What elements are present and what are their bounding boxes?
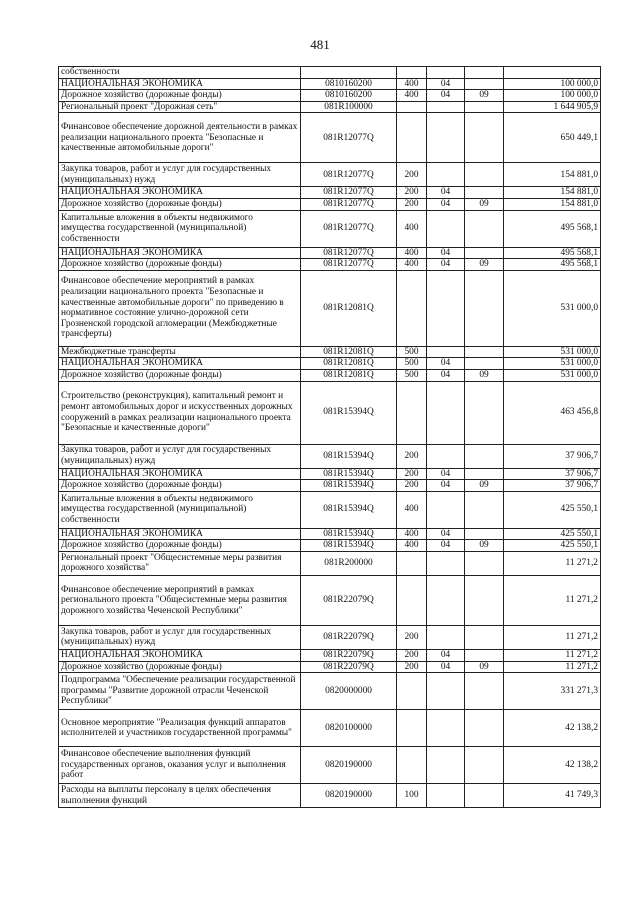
- row-expense-type-cell: 100: [397, 784, 427, 808]
- row-name-cell: НАЦИОНАЛЬНАЯ ЭКОНОМИКА: [59, 468, 301, 480]
- row-expense-type-cell: 200: [397, 625, 427, 649]
- row-subsection-cell: [465, 78, 504, 90]
- table-row: [59, 187, 601, 199]
- row-sum-cell: 11 271,2: [504, 661, 601, 673]
- table-row: [59, 784, 601, 808]
- row-subsection-cell: [465, 210, 504, 247]
- row-section-cell: 04: [427, 187, 465, 199]
- row-name-cell: Дорожное хозяйство (дорожные фонды): [59, 480, 301, 492]
- row-section-cell: 04: [427, 90, 465, 102]
- row-sum-cell: 11 271,2: [504, 551, 601, 575]
- row-section-cell: [427, 346, 465, 358]
- row-name-cell: Подпрограмма "Обеспечение реализации государственной программы "Развитие дорожной отрасли Чеченской Республики": [59, 673, 301, 710]
- row-expense-type-cell: [397, 270, 427, 346]
- row-subsection-cell: [465, 710, 504, 747]
- row-code-cell: 081R22079Q: [301, 661, 397, 673]
- row-expense-type-cell: 200: [397, 163, 427, 187]
- row-subsection-cell: 09: [465, 90, 504, 102]
- row-sum-cell: 37 906,7: [504, 444, 601, 468]
- budget-table: [58, 66, 601, 808]
- row-code-cell: [301, 67, 397, 79]
- row-code-cell: 081R12081Q: [301, 346, 397, 358]
- row-code-cell: 0820100000: [301, 710, 397, 747]
- table-row: [59, 78, 601, 90]
- row-section-cell: 04: [427, 661, 465, 673]
- row-sum-cell: 531 000,0: [504, 346, 601, 358]
- row-subsection-cell: [465, 67, 504, 79]
- row-subsection-cell: [465, 346, 504, 358]
- row-code-cell: 081R12077Q: [301, 259, 397, 271]
- row-code-cell: 081R12077Q: [301, 113, 397, 163]
- row-section-cell: [427, 491, 465, 528]
- row-sum-cell: 463 456,8: [504, 381, 601, 444]
- row-section-cell: 04: [427, 259, 465, 271]
- row-expense-type-cell: 500: [397, 358, 427, 370]
- row-subsection-cell: [465, 673, 504, 710]
- row-code-cell: 081R100000: [301, 101, 397, 113]
- table-row: [59, 551, 601, 575]
- row-subsection-cell: 09: [465, 540, 504, 552]
- row-sum-cell: 495 568,1: [504, 247, 601, 259]
- row-sum-cell: 42 138,2: [504, 747, 601, 784]
- row-subsection-cell: [465, 247, 504, 259]
- row-expense-type-cell: 400: [397, 90, 427, 102]
- row-code-cell: 081R12077Q: [301, 247, 397, 259]
- row-sum-cell: 37 906,7: [504, 480, 601, 492]
- row-sum-cell: 495 568,1: [504, 210, 601, 247]
- row-section-cell: 04: [427, 198, 465, 210]
- row-code-cell: 081R12081Q: [301, 270, 397, 346]
- row-expense-type-cell: [397, 551, 427, 575]
- row-code-cell: 081R15394Q: [301, 540, 397, 552]
- row-sum-cell: 154 881,0: [504, 187, 601, 199]
- row-subsection-cell: [465, 113, 504, 163]
- row-name-cell: Региональный проект "Дорожная сеть": [59, 101, 301, 113]
- row-sum-cell: 495 568,1: [504, 259, 601, 271]
- table-row: [59, 710, 601, 747]
- table-row: [59, 528, 601, 540]
- table-row: [59, 259, 601, 271]
- row-name-cell: НАЦИОНАЛЬНАЯ ЭКОНОМИКА: [59, 247, 301, 259]
- row-name-cell: Дорожное хозяйство (дорожные фонды): [59, 259, 301, 271]
- table-row: [59, 444, 601, 468]
- row-expense-type-cell: [397, 101, 427, 113]
- row-subsection-cell: 09: [465, 259, 504, 271]
- table-row: [59, 369, 601, 381]
- table-row: [59, 163, 601, 187]
- row-section-cell: [427, 625, 465, 649]
- row-expense-type-cell: 400: [397, 78, 427, 90]
- row-subsection-cell: [465, 358, 504, 370]
- row-name-cell: НАЦИОНАЛЬНАЯ ЭКОНОМИКА: [59, 649, 301, 661]
- row-section-cell: [427, 113, 465, 163]
- row-section-cell: [427, 747, 465, 784]
- row-subsection-cell: 09: [465, 369, 504, 381]
- row-section-cell: [427, 575, 465, 625]
- row-subsection-cell: [465, 163, 504, 187]
- row-section-cell: [427, 710, 465, 747]
- row-code-cell: 081R15394Q: [301, 468, 397, 480]
- row-code-cell: 081R12077Q: [301, 163, 397, 187]
- row-subsection-cell: [465, 551, 504, 575]
- row-expense-type-cell: 400: [397, 491, 427, 528]
- row-section-cell: 04: [427, 369, 465, 381]
- row-name-cell: собственности: [59, 67, 301, 79]
- row-code-cell: 081R200000: [301, 551, 397, 575]
- row-sum-cell: 154 881,0: [504, 163, 601, 187]
- row-name-cell: Закупка товаров, работ и услуг для государственных (муниципальных) нужд: [59, 163, 301, 187]
- row-section-cell: 04: [427, 480, 465, 492]
- row-sum-cell: 42 138,2: [504, 710, 601, 747]
- row-name-cell: Дорожное хозяйство (дорожные фонды): [59, 90, 301, 102]
- row-code-cell: 081R22079Q: [301, 575, 397, 625]
- row-sum-cell: [504, 67, 601, 79]
- row-code-cell: 0810160200: [301, 90, 397, 102]
- row-name-cell: Финансовое обеспечение дорожной деятельности в рамках реализации национального проекта "Безопасные и качественные автомобильные дороги": [59, 113, 301, 163]
- row-subsection-cell: [465, 381, 504, 444]
- row-subsection-cell: [465, 270, 504, 346]
- row-code-cell: 081R12081Q: [301, 369, 397, 381]
- row-sum-cell: 11 271,2: [504, 575, 601, 625]
- row-subsection-cell: 09: [465, 661, 504, 673]
- row-subsection-cell: 09: [465, 198, 504, 210]
- row-code-cell: 0810160200: [301, 78, 397, 90]
- row-expense-type-cell: 400: [397, 528, 427, 540]
- table-row: [59, 210, 601, 247]
- row-sum-cell: 11 271,2: [504, 649, 601, 661]
- row-sum-cell: 425 550,1: [504, 491, 601, 528]
- row-sum-cell: 425 550,1: [504, 528, 601, 540]
- row-name-cell: Строительство (реконструкция), капитальный ремонт и ремонт автомобильных дорог и искусственных дорожных сооружений в рамках реализации национального проекта "Безопасные и качественные дороги": [59, 381, 301, 444]
- row-expense-type-cell: 200: [397, 198, 427, 210]
- row-code-cell: 081R22079Q: [301, 649, 397, 661]
- table-row: [59, 67, 601, 79]
- table-row: [59, 90, 601, 102]
- row-section-cell: [427, 673, 465, 710]
- table-row: [59, 480, 601, 492]
- row-expense-type-cell: [397, 747, 427, 784]
- row-sum-cell: 425 550,1: [504, 540, 601, 552]
- row-section-cell: 04: [427, 247, 465, 259]
- row-code-cell: 081R15394Q: [301, 491, 397, 528]
- row-section-cell: [427, 444, 465, 468]
- row-code-cell: 081R15394Q: [301, 381, 397, 444]
- row-sum-cell: 154 881,0: [504, 198, 601, 210]
- row-expense-type-cell: 400: [397, 540, 427, 552]
- row-name-cell: Финансовое обеспечение мероприятий в рамках регионального проекта "Общесистемные меры развития дорожного хозяйства Чеченской Республики": [59, 575, 301, 625]
- row-subsection-cell: [465, 528, 504, 540]
- row-section-cell: [427, 551, 465, 575]
- row-sum-cell: 41 749,3: [504, 784, 601, 808]
- row-subsection-cell: 09: [465, 480, 504, 492]
- row-sum-cell: 531 000,0: [504, 270, 601, 346]
- row-name-cell: НАЦИОНАЛЬНАЯ ЭКОНОМИКА: [59, 358, 301, 370]
- row-expense-type-cell: 200: [397, 468, 427, 480]
- row-section-cell: 04: [427, 78, 465, 90]
- row-section-cell: [427, 210, 465, 247]
- row-section-cell: 04: [427, 468, 465, 480]
- row-code-cell: 081R22079Q: [301, 625, 397, 649]
- row-name-cell: Региональный проект "Общесистемные меры развития дорожного хозяйства": [59, 551, 301, 575]
- row-name-cell: Расходы на выплаты персоналу в целях обеспечения выполнения функций: [59, 784, 301, 808]
- row-code-cell: 0820190000: [301, 784, 397, 808]
- row-expense-type-cell: 200: [397, 187, 427, 199]
- row-code-cell: 081R15394Q: [301, 480, 397, 492]
- table-row: [59, 198, 601, 210]
- row-expense-type-cell: [397, 673, 427, 710]
- row-name-cell: Дорожное хозяйство (дорожные фонды): [59, 198, 301, 210]
- row-name-cell: НАЦИОНАЛЬНАЯ ЭКОНОМИКА: [59, 78, 301, 90]
- row-name-cell: Дорожное хозяйство (дорожные фонды): [59, 369, 301, 381]
- row-expense-type-cell: 500: [397, 346, 427, 358]
- row-section-cell: 04: [427, 649, 465, 661]
- row-expense-type-cell: 500: [397, 369, 427, 381]
- table-row: [59, 101, 601, 113]
- table-row: [59, 575, 601, 625]
- table-row: [59, 113, 601, 163]
- row-section-cell: [427, 163, 465, 187]
- row-expense-type-cell: 400: [397, 247, 427, 259]
- row-code-cell: 0820000000: [301, 673, 397, 710]
- row-subsection-cell: [465, 747, 504, 784]
- table-row: [59, 540, 601, 552]
- row-section-cell: [427, 784, 465, 808]
- budget-table-body: [59, 67, 601, 808]
- row-code-cell: 081R12081Q: [301, 358, 397, 370]
- row-subsection-cell: [465, 625, 504, 649]
- row-code-cell: 081R12077Q: [301, 210, 397, 247]
- row-sum-cell: 11 271,2: [504, 625, 601, 649]
- table-row: [59, 381, 601, 444]
- row-section-cell: 04: [427, 528, 465, 540]
- row-expense-type-cell: 400: [397, 210, 427, 247]
- row-code-cell: 081R12077Q: [301, 198, 397, 210]
- row-subsection-cell: [465, 468, 504, 480]
- table-row: [59, 673, 601, 710]
- table-row: [59, 358, 601, 370]
- table-row: [59, 247, 601, 259]
- row-subsection-cell: [465, 491, 504, 528]
- row-name-cell: Капитальные вложения в объекты недвижимого имущества государственной (муниципальной) собственности: [59, 210, 301, 247]
- row-section-cell: 04: [427, 540, 465, 552]
- row-name-cell: Дорожное хозяйство (дорожные фонды): [59, 540, 301, 552]
- page-number: 481: [310, 37, 330, 52]
- row-name-cell: Финансовое обеспечение мероприятий в рамках реализации национального проекта "Безопасные и качественные автомобильные дороги" по приведению в нормативное состояние улично-дорожной сети Грозненской городской агломерации (Межбюджетные трансферты): [59, 270, 301, 346]
- row-expense-type-cell: 400: [397, 259, 427, 271]
- row-sum-cell: 1 644 905,9: [504, 101, 601, 113]
- row-section-cell: 04: [427, 358, 465, 370]
- row-subsection-cell: [465, 649, 504, 661]
- row-name-cell: Дорожное хозяйство (дорожные фонды): [59, 661, 301, 673]
- row-sum-cell: 100 000,0: [504, 90, 601, 102]
- row-expense-type-cell: [397, 710, 427, 747]
- row-expense-type-cell: [397, 381, 427, 444]
- row-name-cell: НАЦИОНАЛЬНАЯ ЭКОНОМИКА: [59, 528, 301, 540]
- row-code-cell: 081R15394Q: [301, 444, 397, 468]
- row-name-cell: Основное мероприятие "Реализация функций аппаратов исполнителей и участников государственной программы": [59, 710, 301, 747]
- row-expense-type-cell: 200: [397, 480, 427, 492]
- row-subsection-cell: [465, 187, 504, 199]
- row-code-cell: 081R15394Q: [301, 528, 397, 540]
- row-subsection-cell: [465, 101, 504, 113]
- table-row: [59, 491, 601, 528]
- row-subsection-cell: [465, 444, 504, 468]
- row-expense-type-cell: 200: [397, 649, 427, 661]
- row-expense-type-cell: [397, 113, 427, 163]
- row-name-cell: Капитальные вложения в объекты недвижимого имущества государственной (муниципальной) собственности: [59, 491, 301, 528]
- row-section-cell: [427, 270, 465, 346]
- row-section-cell: [427, 67, 465, 79]
- row-section-cell: [427, 381, 465, 444]
- table-row: [59, 649, 601, 661]
- table-row: [59, 468, 601, 480]
- row-subsection-cell: [465, 575, 504, 625]
- row-name-cell: НАЦИОНАЛЬНАЯ ЭКОНОМИКА: [59, 187, 301, 199]
- table-row: [59, 747, 601, 784]
- row-expense-type-cell: [397, 67, 427, 79]
- row-expense-type-cell: [397, 575, 427, 625]
- row-name-cell: Закупка товаров, работ и услуг для государственных (муниципальных) нужд: [59, 625, 301, 649]
- table-row: [59, 661, 601, 673]
- row-expense-type-cell: 200: [397, 661, 427, 673]
- row-subsection-cell: [465, 784, 504, 808]
- row-section-cell: [427, 101, 465, 113]
- row-name-cell: Межбюджетные трансферты: [59, 346, 301, 358]
- row-name-cell: Закупка товаров, работ и услуг для государственных (муниципальных) нужд: [59, 444, 301, 468]
- row-name-cell: Финансовое обеспечение выполнения функций государственных органов, оказания услуг и выполнения работ: [59, 747, 301, 784]
- row-sum-cell: 37 906,7: [504, 468, 601, 480]
- row-sum-cell: 650 449,1: [504, 113, 601, 163]
- row-code-cell: 0820190000: [301, 747, 397, 784]
- table-row: [59, 346, 601, 358]
- row-code-cell: 081R12077Q: [301, 187, 397, 199]
- table-row: [59, 270, 601, 346]
- row-sum-cell: 531 000,0: [504, 358, 601, 370]
- row-expense-type-cell: 200: [397, 444, 427, 468]
- row-sum-cell: 531 000,0: [504, 369, 601, 381]
- table-row: [59, 625, 601, 649]
- row-sum-cell: 100 000,0: [504, 78, 601, 90]
- row-sum-cell: 331 271,3: [504, 673, 601, 710]
